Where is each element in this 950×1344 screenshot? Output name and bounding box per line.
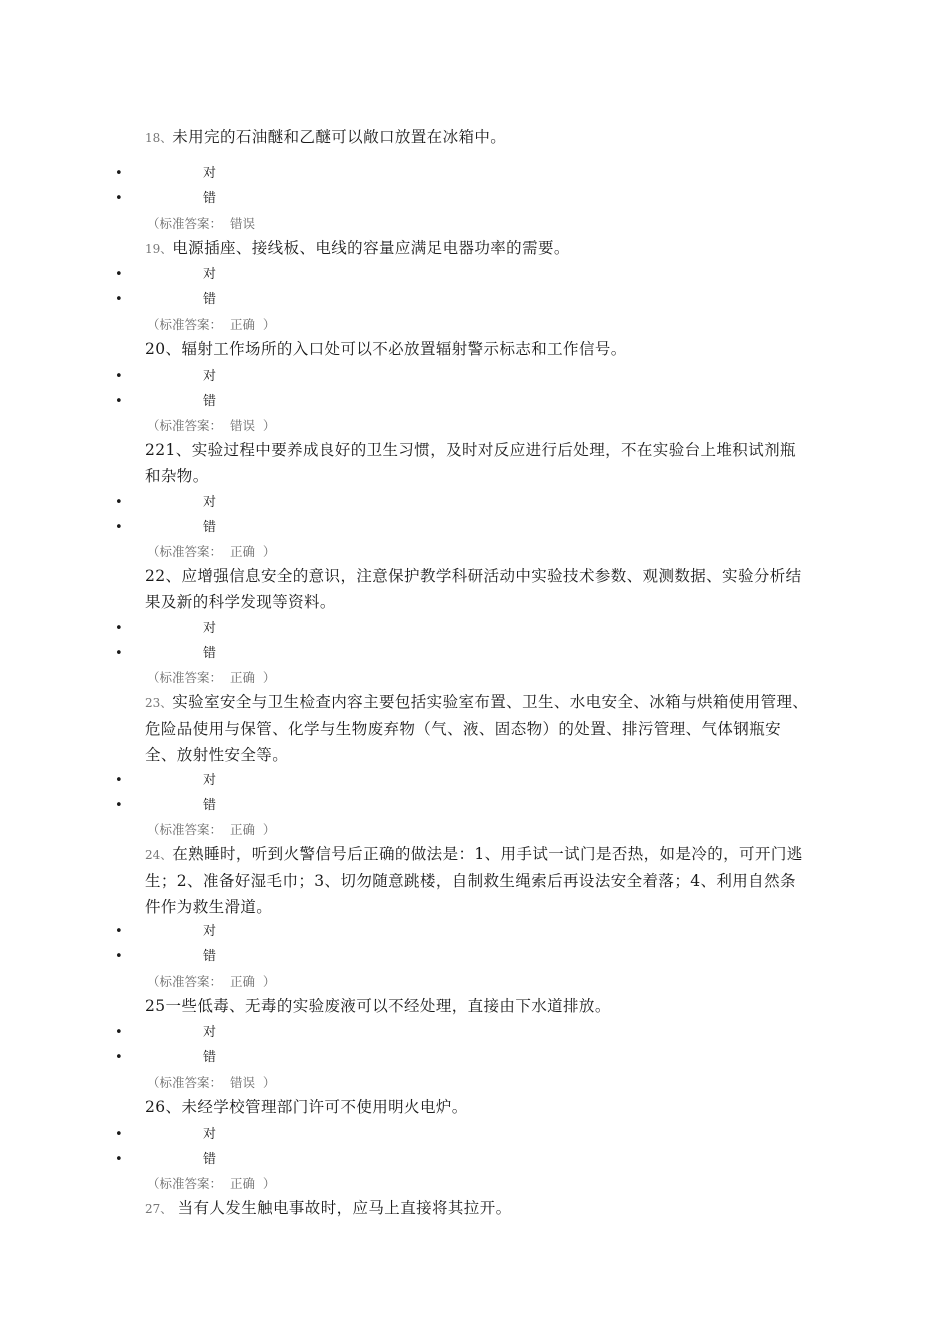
bullet-icon: • <box>115 267 123 282</box>
option-label: 对 <box>203 495 217 510</box>
bullet-icon: • <box>115 949 123 964</box>
bullet-icon: • <box>115 520 123 535</box>
question-number: 20、 <box>145 340 182 358</box>
option-true[interactable] <box>0 771 950 791</box>
option-false[interactable] <box>0 1150 950 1170</box>
bullet-icon: • <box>115 798 123 813</box>
option-true[interactable] <box>0 265 950 285</box>
standard-answer: （标准答案： 正确 ） <box>147 822 276 837</box>
option-false[interactable] <box>0 518 950 538</box>
option-label: 对 <box>203 773 217 788</box>
question-20 <box>145 336 810 362</box>
option-false[interactable] <box>0 644 950 664</box>
bullet-icon: • <box>115 1050 123 1065</box>
question-number: 18、 <box>145 131 173 145</box>
question-22 <box>145 563 810 615</box>
option-true[interactable] <box>0 1023 950 1043</box>
question-number: 221、 <box>145 441 192 459</box>
option-label: 错 <box>203 292 217 307</box>
bullet-icon: • <box>115 292 123 307</box>
option-label: 错 <box>203 520 217 535</box>
bullet-icon: • <box>115 924 123 939</box>
question-number: 27、 <box>145 1202 173 1216</box>
option-true[interactable] <box>0 367 950 387</box>
question-text: 未经学校管理部门许可不使用明火电炉。 <box>181 1098 468 1116</box>
bullet-icon: • <box>115 394 123 409</box>
question-text: 辐射工作场所的入口处可以不必放置辐射警示标志和工作信号。 <box>181 340 627 358</box>
question-text: 未用完的石油醚和乙醚可以敞口放置在冰箱中。 <box>172 128 507 146</box>
option-label: 对 <box>203 267 217 282</box>
question-26 <box>145 1094 810 1120</box>
option-label: 错 <box>203 1050 217 1065</box>
standard-answer: （标准答案： 正确 ） <box>147 544 276 559</box>
option-label: 错 <box>203 191 217 206</box>
question-number: 26、 <box>145 1098 182 1116</box>
question-25 <box>145 993 810 1019</box>
standard-answer: （标准答案： 错误 ） <box>147 1075 276 1090</box>
question-24 <box>145 841 810 920</box>
option-false[interactable] <box>0 189 950 209</box>
bullet-icon: • <box>115 1152 123 1167</box>
option-false[interactable] <box>0 290 950 310</box>
bullet-icon: • <box>115 1025 123 1040</box>
option-label: 错 <box>203 646 217 661</box>
standard-answer: （标准答案： 错误 ） <box>147 418 276 433</box>
question-text: 当有人发生触电事故时，应马上直接将其拉开。 <box>172 1199 512 1217</box>
option-label: 错 <box>203 798 217 813</box>
question-number: 22、 <box>145 567 182 585</box>
question-18 <box>145 124 810 151</box>
option-label: 对 <box>203 1127 217 1142</box>
option-true[interactable] <box>0 922 950 942</box>
question-text: 一些低毒、无毒的实验废液可以不经处理，直接由下水道排放。 <box>165 997 611 1015</box>
question-19 <box>145 235 810 262</box>
standard-answer: （标准答案： 错误 <box>147 216 255 231</box>
question-number: 24、 <box>145 848 173 862</box>
bullet-icon: • <box>115 646 123 661</box>
option-label: 错 <box>203 394 217 409</box>
question-number: 25 <box>145 997 166 1015</box>
option-true[interactable] <box>0 493 950 513</box>
bullet-icon: • <box>115 773 123 788</box>
option-true[interactable] <box>0 1125 950 1145</box>
standard-answer: （标准答案： 正确 ） <box>147 317 276 332</box>
option-false[interactable] <box>0 796 950 816</box>
option-label: 错 <box>203 1152 217 1167</box>
option-true[interactable] <box>0 619 950 639</box>
question-23 <box>145 689 810 768</box>
question-text: 电源插座、接线板、电线的容量应满足电器功率的需要。 <box>172 239 570 257</box>
bullet-icon: • <box>115 495 123 510</box>
bullet-icon: • <box>115 166 123 181</box>
option-label: 错 <box>203 949 217 964</box>
option-label: 对 <box>203 924 217 939</box>
bullet-icon: • <box>115 1127 123 1142</box>
question-221 <box>145 437 810 489</box>
question-text: 在熟睡时，听到火警信号后正确的做法是：1、用手试一试门是否热，如是冷的，可开门逃生；2、准备好湿毛巾；3、切勿随意跳楼，自制救生绳索后再设法安全着落；4、利用自然条件作为救生滑道。 <box>145 845 803 916</box>
option-label: 对 <box>203 166 217 181</box>
question-number: 19、 <box>145 242 173 256</box>
option-label: 对 <box>203 621 217 636</box>
option-false[interactable] <box>0 392 950 412</box>
question-number: 23、 <box>145 696 173 710</box>
standard-answer: （标准答案： 正确 ） <box>147 974 276 989</box>
question-text: 实验过程中要养成良好的卫生习惯，及时对反应进行后处理，不在实验台上堆积试剂瓶和杂物。 <box>145 441 796 485</box>
option-false[interactable] <box>0 947 950 967</box>
bullet-icon: • <box>115 369 123 384</box>
standard-answer: （标准答案： 正确 ） <box>147 1176 276 1191</box>
option-label: 对 <box>203 1025 217 1040</box>
standard-answer: （标准答案： 正确 ） <box>147 670 276 685</box>
option-false[interactable] <box>0 1048 950 1068</box>
question-text: 实验室安全与卫生检查内容主要包括实验室布置、卫生、水电安全、冰箱与烘箱使用管理、危险品使用与保管、化学与生物废弃物（气、液、固态物）的处置、排污管理、气体钢瓶安全、放射性安全等。 <box>145 693 809 764</box>
bullet-icon: • <box>115 191 123 206</box>
option-label: 对 <box>203 369 217 384</box>
option-true[interactable] <box>0 164 950 184</box>
question-27 <box>145 1195 810 1222</box>
bullet-icon: • <box>115 621 123 636</box>
question-text: 应增强信息安全的意识，注意保护教学科研活动中实验技术参数、观测数据、实验分析结果及新的科学发现等资料。 <box>145 567 802 611</box>
